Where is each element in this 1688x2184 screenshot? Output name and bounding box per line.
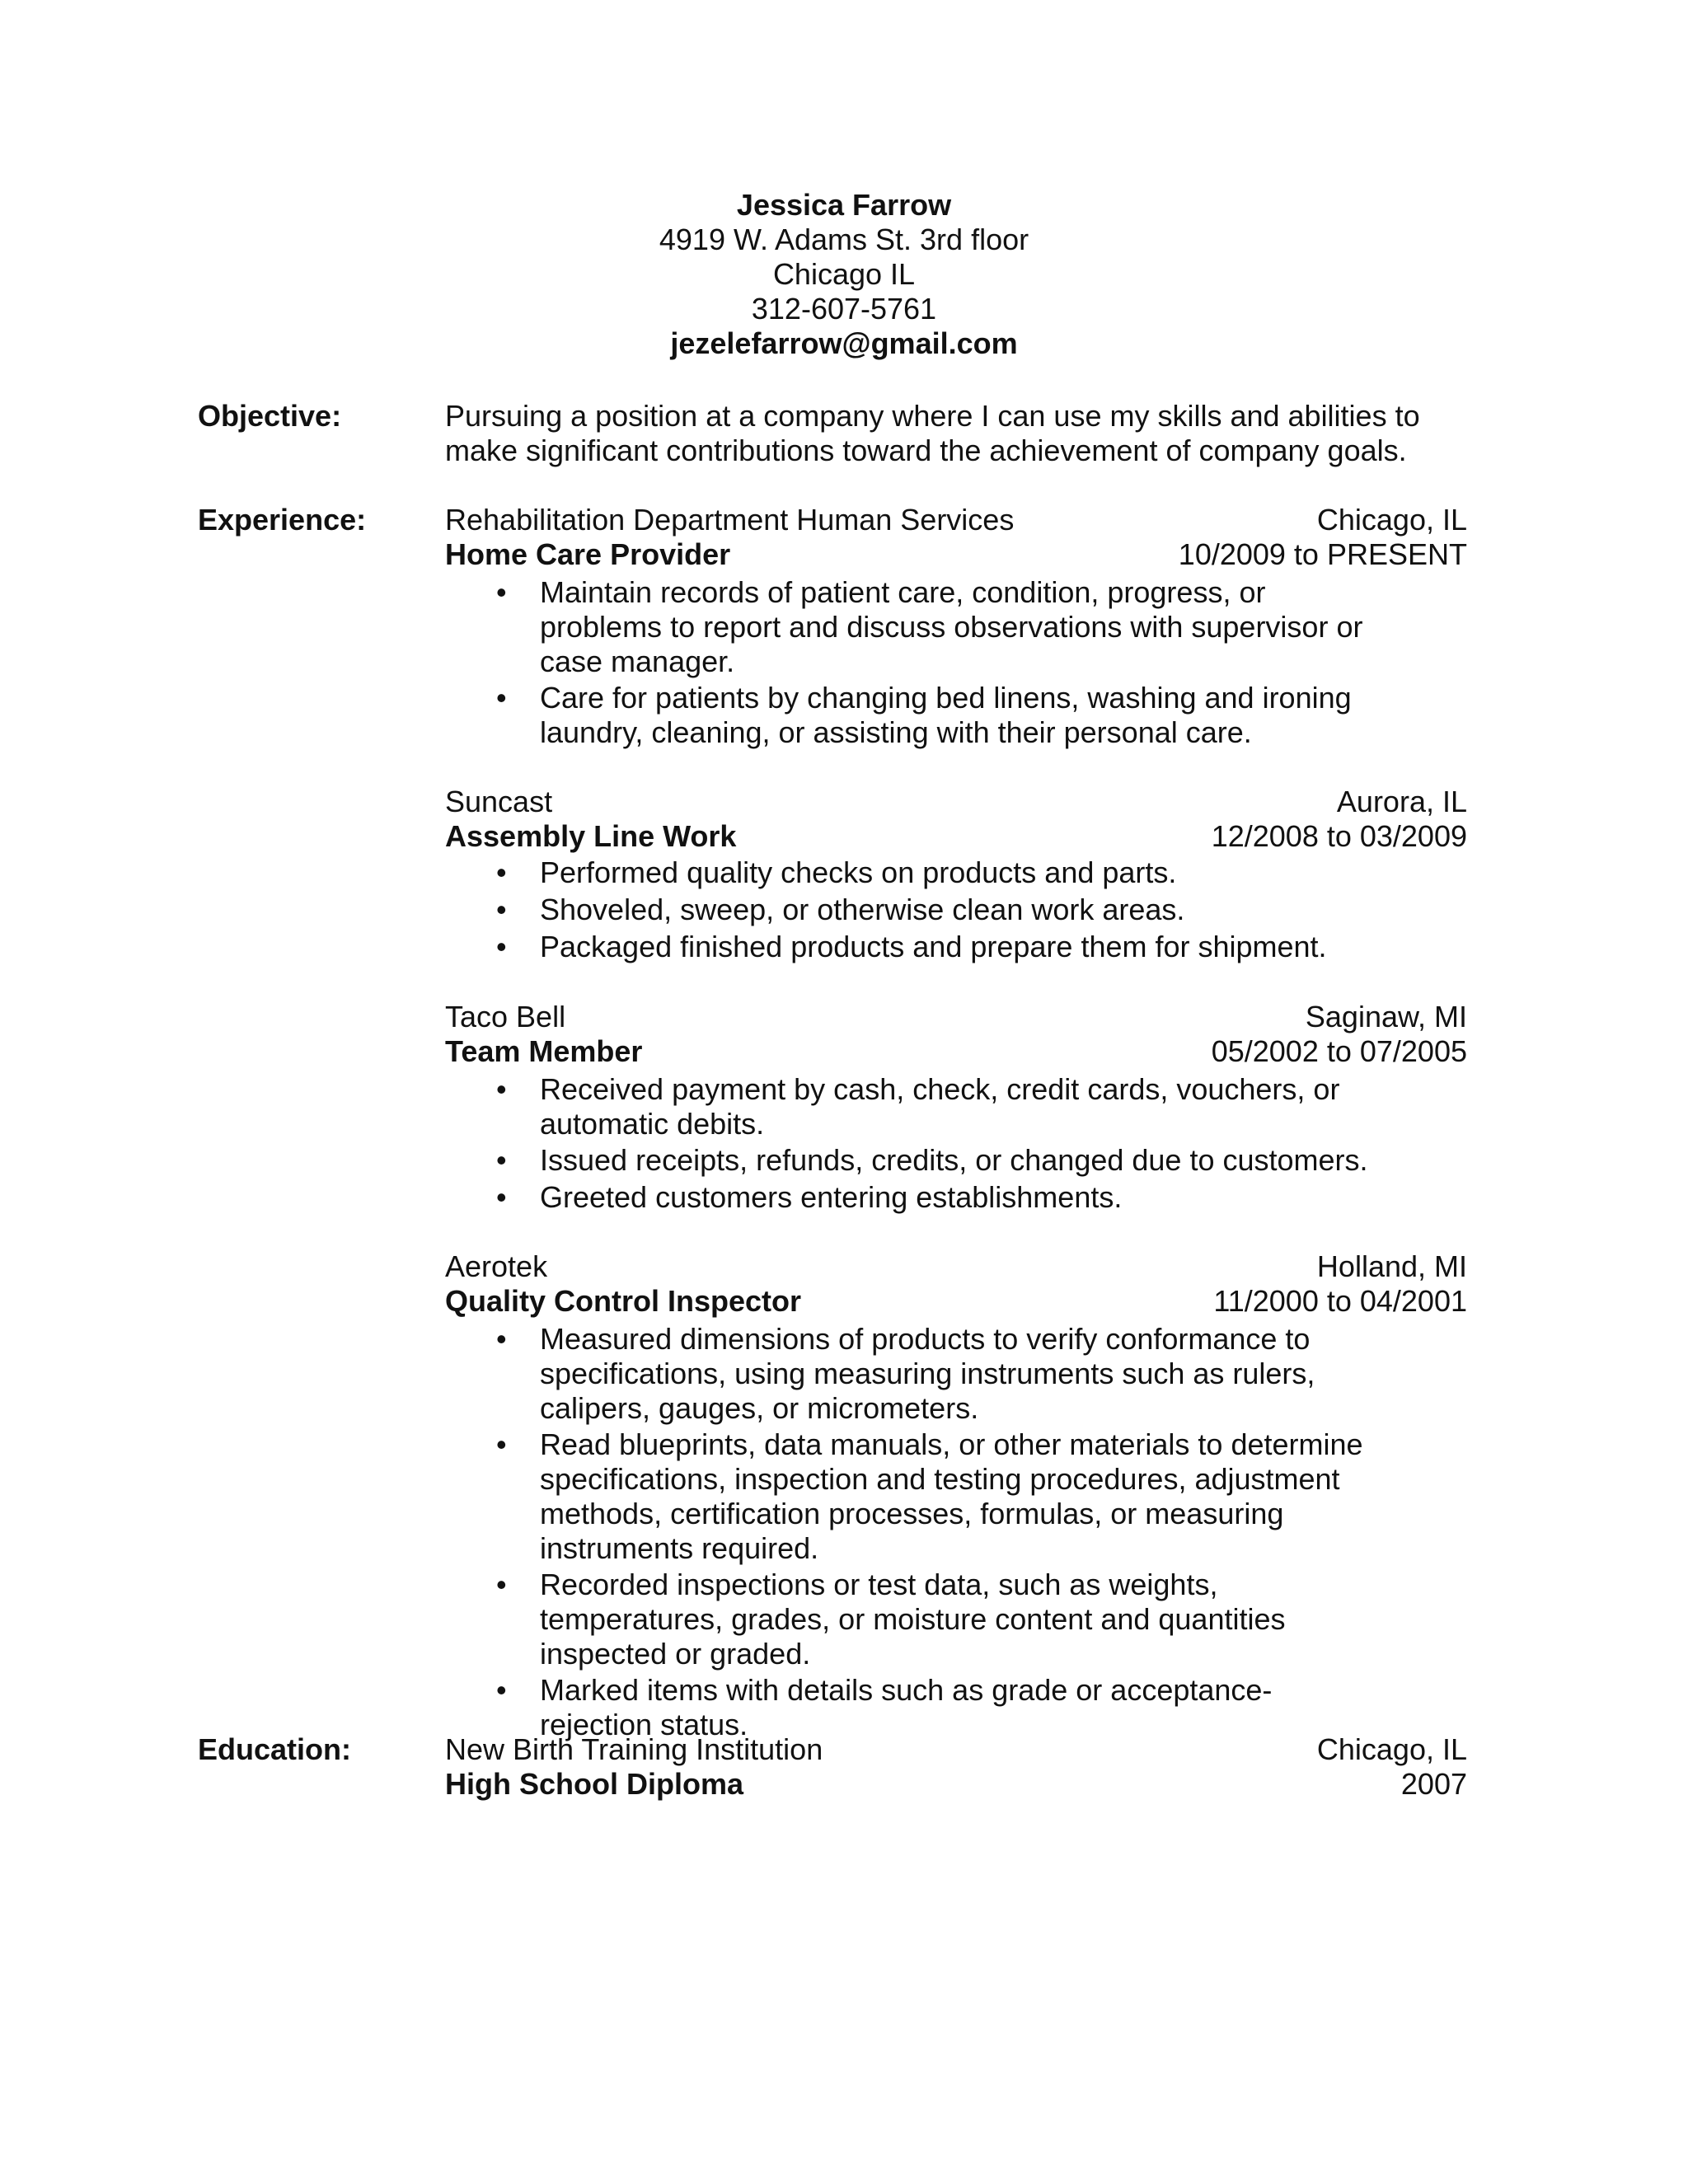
duty-item: • Recorded inspections or test data, such as weights, temperatures, grades, or moisture content and quantities inspected or graded.: [496, 1568, 1286, 1671]
employer-name: Suncast: [445, 785, 553, 818]
objective-label: Objective:: [198, 399, 342, 433]
employer-name: Rehabilitation Department Human Services: [445, 503, 1015, 537]
education-label: Education:: [198, 1732, 351, 1766]
street-address: 4919 W. Adams St. 3rd floor: [659, 223, 1029, 256]
institution-location: Chicago, IL: [1316, 1732, 1467, 1766]
bullet-icon: •: [496, 1072, 507, 1106]
employer-name: Taco Bell: [445, 1000, 566, 1033]
bullet-icon: •: [496, 1143, 507, 1177]
title-row: [445, 819, 1467, 854]
job-location: Chicago, IL: [1316, 503, 1467, 537]
job-entry: [445, 785, 1467, 964]
duty-item: • Measured dimensions of products to verify conformance to specifications, using measuring instruments such as rulers, calipers, gauges, or micrometers.: [496, 1322, 1315, 1425]
employer-name: Aerotek: [445, 1249, 548, 1283]
bullet-icon: •: [496, 1427, 507, 1461]
education-entry: [445, 1732, 1467, 1802]
contact-header: [0, 188, 1688, 361]
job-location: Saginaw, MI: [1305, 1000, 1467, 1033]
bullet-icon: •: [496, 1568, 507, 1601]
title-row: [445, 1284, 1467, 1319]
degree-row: [445, 1767, 1467, 1802]
title-row: [445, 1034, 1467, 1069]
bullet-icon: •: [496, 1180, 507, 1214]
city-state: Chicago IL: [772, 257, 916, 291]
objective-text: Pursuing a position at a company where I can use my skills and abilities to make significant contributions toward the achievement of company goals.: [445, 399, 1420, 467]
phone-number: 312-607-5761: [751, 292, 937, 326]
job-dates: 11/2000 to 04/2001: [1213, 1284, 1467, 1318]
job-title: Quality Control Inspector: [445, 1284, 802, 1318]
bullet-icon: •: [496, 1322, 507, 1356]
bullet-icon: •: [496, 681, 507, 715]
duty-item: • Maintain records of patient care, condition, progress, or problems to report and discuss observations with supervisor or case manager.: [496, 575, 1363, 678]
employer-row: [445, 785, 1467, 819]
candidate-name: Jessica Farrow: [736, 188, 952, 222]
graduation-year: 2007: [1400, 1767, 1467, 1801]
experience-label: Experience:: [198, 503, 367, 537]
job-dates: 12/2008 to 03/2009: [1211, 819, 1467, 853]
job-title: Home Care Provider: [445, 537, 731, 571]
job-dates: 05/2002 to 07/2005: [1211, 1034, 1467, 1068]
bullet-icon: •: [496, 1673, 507, 1707]
job-location: Aurora, IL: [1336, 785, 1467, 818]
duty-item: • Care for patients by changing bed linens, washing and ironing laundry, cleaning, or assisting with their personal care.: [496, 681, 1352, 749]
title-row: [445, 537, 1467, 572]
duties-list: [445, 575, 1467, 750]
duty-item: • Greeted customers entering establishments.: [496, 1180, 1123, 1214]
institution-name: New Birth Training Institution: [445, 1732, 823, 1766]
employer-row: [445, 1249, 1467, 1284]
bullet-icon: •: [496, 575, 507, 609]
job-entry: [445, 1000, 1467, 1215]
duty-item: • Issued receipts, refunds, credits, or changed due to customers.: [496, 1143, 1368, 1177]
experience-list: [445, 503, 1467, 1742]
duty-item: • Marked items with details such as grade or acceptance-rejection status.: [496, 1673, 1273, 1741]
job-location: Holland, MI: [1316, 1249, 1467, 1283]
duty-item: • Shoveled, sweep, or otherwise clean work areas.: [496, 893, 1185, 926]
duties-list: [445, 1322, 1467, 1742]
bullet-icon: •: [496, 855, 507, 889]
duty-item: • Read blueprints, data manuals, or other materials to determine specifications, inspection and testing procedures, adjustment methods, certification processes, formulas, or measuring instruments required.: [496, 1427, 1363, 1565]
institution-row: [445, 1732, 1467, 1767]
duties-list: [445, 855, 1467, 964]
job-entry: [445, 1249, 1467, 1742]
duty-item: • Packaged finished products and prepare them for shipment.: [496, 930, 1327, 963]
job-entry: [445, 503, 1467, 750]
duty-item: • Performed quality checks on products and parts.: [496, 855, 1177, 889]
duties-list: [445, 1072, 1467, 1215]
bullet-icon: •: [496, 893, 507, 926]
duty-item: • Received payment by cash, check, credit cards, vouchers, or automatic debits.: [496, 1072, 1340, 1141]
bullet-icon: •: [496, 930, 507, 963]
degree-name: High School Diploma: [445, 1767, 744, 1801]
job-title: Team Member: [445, 1034, 643, 1068]
employer-row: [445, 503, 1467, 537]
employer-row: [445, 1000, 1467, 1034]
job-title: Assembly Line Work: [445, 819, 737, 853]
job-dates: 10/2009 to PRESENT: [1178, 537, 1467, 571]
email-address: jezelefarrow@gmail.com: [670, 326, 1018, 360]
